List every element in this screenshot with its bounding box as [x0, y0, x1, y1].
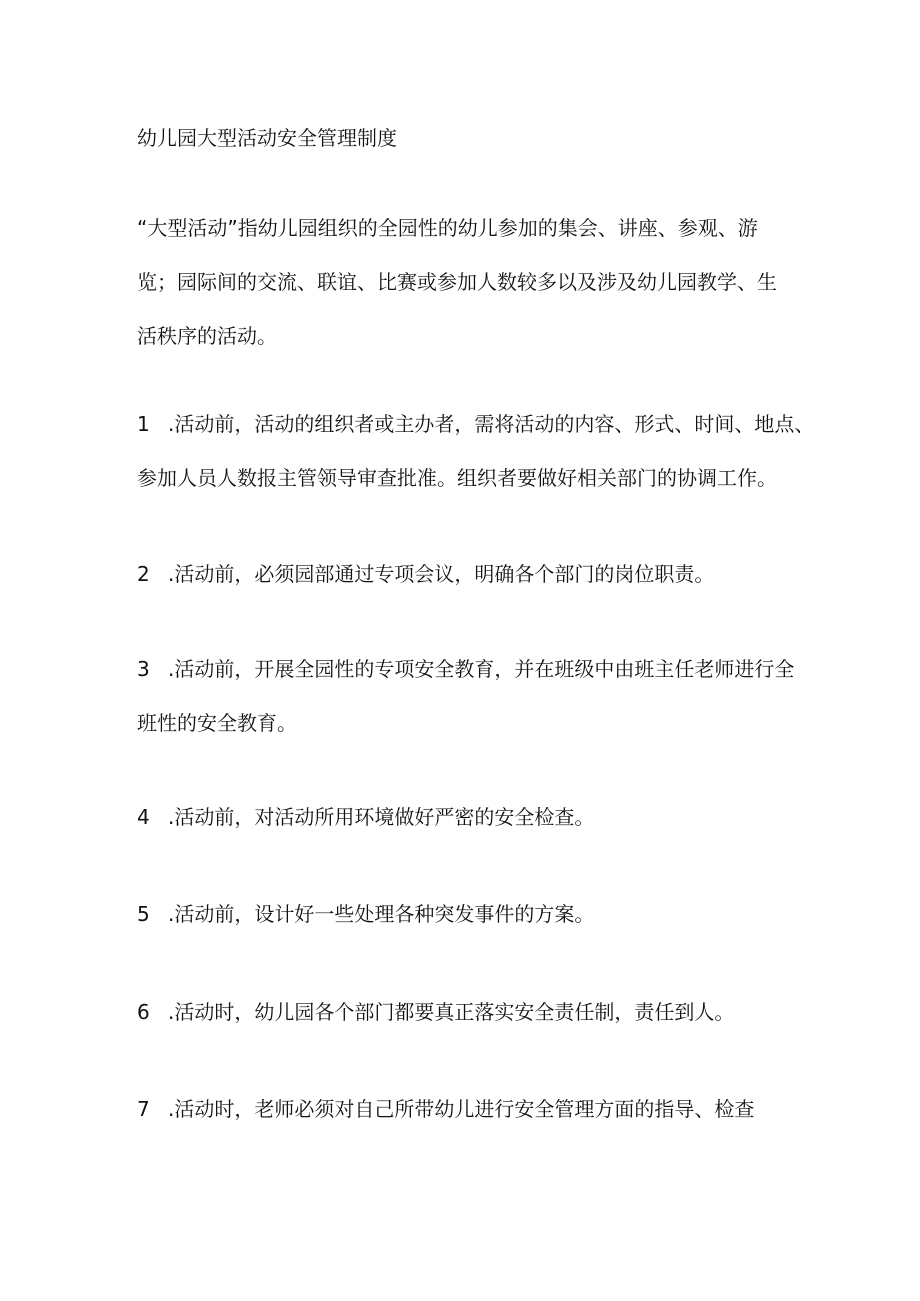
rule-text: .活动前，必须园部通过专项会议，明确各个部门的岗位职责。 — [168, 562, 715, 586]
rule-number: 3 — [137, 657, 150, 681]
rule-item-6 — [137, 985, 797, 1039]
rule-text: .活动时，幼儿园各个部门都要真正落实安全责任制，责任到人。 — [168, 1000, 735, 1024]
document-title: 幼儿园大型活动安全管理制度 — [137, 126, 397, 150]
rule-item-5 — [137, 887, 797, 941]
rule-item-3 — [137, 642, 797, 750]
rule-line: 班性的安全教育。 — [137, 711, 297, 735]
rule-number: 2 — [137, 562, 150, 586]
rule-line: 参加人员人数报主管领导审查批准。组织者要做好相关部门的协调工作。 — [137, 466, 777, 490]
rule-number: 6 — [137, 1000, 150, 1024]
intro-line: “大型活动”指幼儿园组织的全园性的幼儿参加的集会、讲座、参观、游 — [137, 216, 758, 240]
rule-text: .活动时，老师必须对自己所带幼儿进行安全管理方面的指导、检查 — [168, 1097, 755, 1121]
rule-line — [137, 790, 797, 844]
rule-line — [137, 397, 815, 451]
rule-number: 1 — [137, 412, 150, 436]
rule-line — [137, 1082, 797, 1136]
rule-item-1 — [137, 397, 815, 505]
rule-item-7 — [137, 1082, 797, 1136]
rule-item-2 — [137, 547, 797, 601]
rule-number: 4 — [137, 805, 150, 829]
rule-text: .活动前，开展全园性的专项安全教育，并在班级中由班主任老师进行全 — [168, 657, 795, 681]
intro-line: 览；园际间的交流、联谊、比赛或参加人数较多以及涉及幼儿园教学、生 — [137, 270, 777, 294]
rule-number: 5 — [137, 902, 150, 926]
rule-number: 7 — [137, 1097, 150, 1121]
rule-line — [137, 642, 797, 696]
rule-line — [137, 547, 797, 601]
rule-line — [137, 887, 797, 941]
intro-paragraph — [137, 201, 797, 363]
intro-line: 活秩序的活动。 — [137, 324, 277, 348]
rule-text: .活动前，活动的组织者或主办者，需将活动的内容、形式、时间、地点、 — [168, 412, 815, 436]
rule-item-4 — [137, 790, 797, 844]
rule-line — [137, 985, 797, 1039]
rule-text: .活动前，对活动所用环境做好严密的安全检查。 — [168, 805, 595, 829]
rule-text: .活动前，设计好一些处理各种突发事件的方案。 — [168, 902, 595, 926]
